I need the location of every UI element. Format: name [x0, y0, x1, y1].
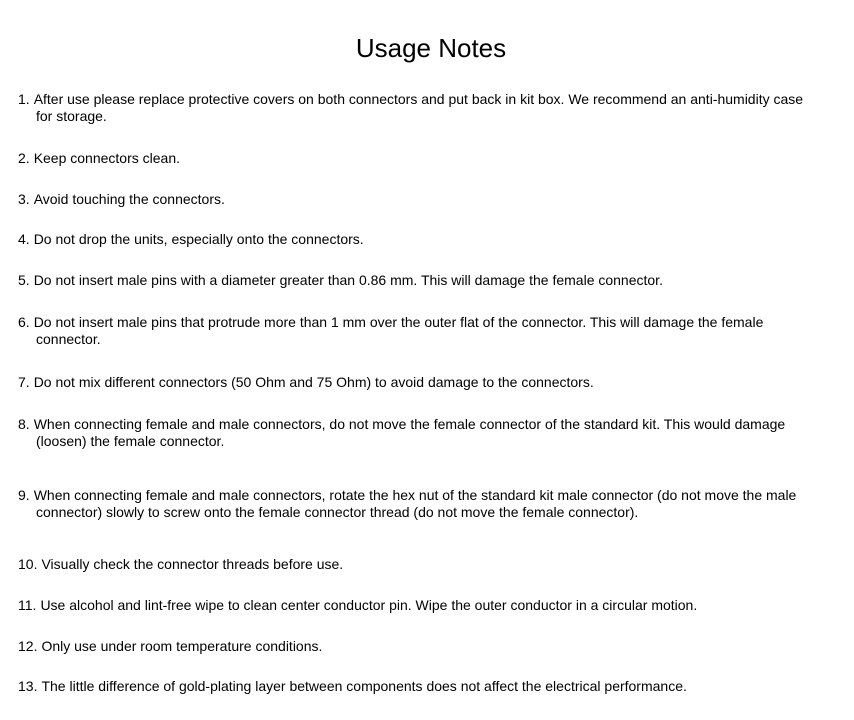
note-line-1	[18, 374, 850, 391]
note-line-1	[18, 150, 850, 167]
note-text: When connecting female and male connectors, do not move the female connector of the standard kit. This would damage	[33, 416, 786, 432]
note-line-1	[18, 314, 850, 331]
note-text: Only use under room temperature conditions.	[41, 638, 323, 654]
note-number: 5.	[18, 272, 30, 288]
note-line-1	[18, 416, 850, 433]
note-number: 2.	[18, 150, 30, 166]
note-line-1	[18, 272, 850, 289]
note-item-11	[18, 597, 850, 614]
note-text: Do not mix different connectors (50 Ohm and 75 Ohm) to avoid damage to the connectors.	[33, 374, 594, 390]
note-line-1	[18, 487, 850, 504]
note-number: 6.	[18, 314, 30, 330]
note-text: The little difference of gold-plating layer between components does not affect the electrical performance.	[41, 678, 687, 694]
note-line-1	[18, 191, 850, 208]
note-line-2: (loosen) the female connector.	[36, 433, 225, 449]
note-line-2: connector.	[36, 331, 101, 347]
note-line-1	[18, 91, 850, 108]
note-item-12	[18, 638, 850, 655]
note-text: Use alcohol and lint-free wipe to clean center conductor pin. Wipe the outer conductor in a circular motion.	[40, 597, 698, 613]
note-item-9	[18, 487, 850, 521]
note-text: Do not insert male pins that protrude more than 1 mm over the outer flat of the connector. This will damage the female	[33, 314, 764, 330]
note-number: 1.	[18, 91, 30, 107]
note-item-6	[18, 314, 850, 348]
note-number: 9.	[18, 487, 30, 503]
note-line-1	[18, 556, 850, 573]
note-line-1	[18, 678, 850, 695]
note-number: 11.	[18, 597, 37, 613]
page-title: Usage Notes	[355, 33, 507, 63]
note-text: Keep connectors clean.	[33, 150, 181, 166]
note-line-2: for storage.	[36, 108, 107, 124]
note-item-3	[18, 191, 850, 208]
note-text: Visually check the connector threads before use.	[41, 556, 344, 572]
note-number: 7.	[18, 374, 30, 390]
note-text: Do not drop the units, especially onto the connectors.	[33, 231, 364, 247]
note-line-2: connector) slowly to screw onto the female connector thread (do not move the female connector).	[36, 504, 639, 520]
note-item-1	[18, 91, 850, 125]
note-number: 12.	[18, 638, 38, 654]
note-item-4	[18, 231, 850, 248]
note-number: 8.	[18, 416, 30, 432]
note-item-10	[18, 556, 850, 573]
note-text: When connecting female and male connectors, rotate the hex nut of the standard kit male connector (do not move the male	[33, 487, 797, 503]
note-number: 13.	[18, 678, 38, 694]
note-item-8	[18, 416, 850, 450]
note-line-1	[18, 597, 850, 614]
note-line-1	[18, 638, 850, 655]
note-number: 3.	[18, 191, 30, 207]
note-number: 10.	[18, 556, 38, 572]
note-item-13	[18, 678, 850, 695]
note-item-2	[18, 150, 850, 167]
note-text: Avoid touching the connectors.	[33, 191, 225, 207]
note-text: After use please replace protective covers on both connectors and put back in kit box. We recommend an anti-humidity case	[33, 91, 804, 107]
note-line-1	[18, 231, 850, 248]
note-number: 4.	[18, 231, 30, 247]
note-item-5	[18, 272, 850, 289]
note-text: Do not insert male pins with a diameter greater than 0.86 mm. This will damage the female connector.	[33, 272, 663, 288]
note-item-7	[18, 374, 850, 391]
